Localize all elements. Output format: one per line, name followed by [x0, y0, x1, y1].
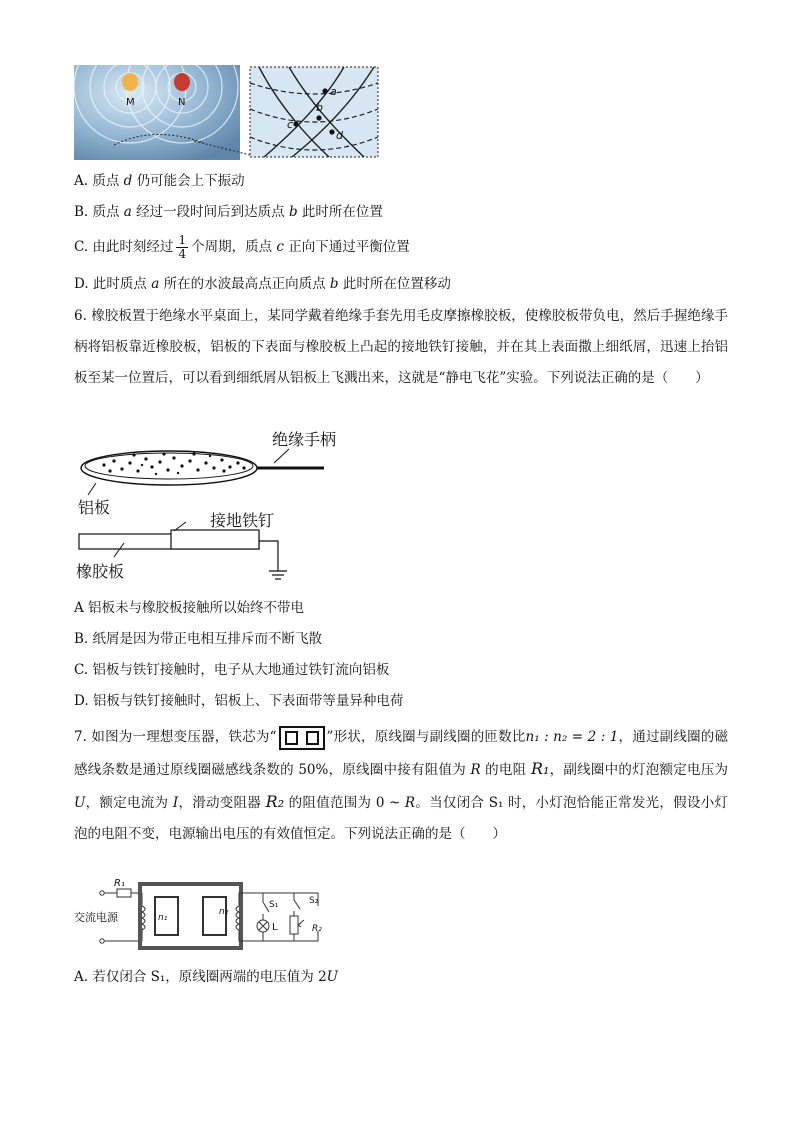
var-a: a — [123, 204, 132, 220]
q7-stem-part4: 的电阻 — [480, 762, 531, 778]
label-n2: n₂ — [219, 907, 229, 917]
var-d: d — [123, 173, 133, 189]
label-b: b — [316, 101, 323, 114]
iron-core-shape-icon — [279, 726, 325, 750]
label-insulating-handle: 绝缘手柄 — [272, 430, 337, 449]
var-r2: R₂ — [265, 792, 285, 811]
q7-stem-part1: 7. 如图为一理想变压器，铁芯为“ — [74, 729, 277, 745]
transformer-circuit-figure — [74, 876, 344, 952]
q5-option-c — [74, 234, 410, 261]
q5-option-a-text: 仍可能会上下振动 — [132, 173, 245, 189]
point-b — [316, 115, 321, 120]
var-u: U — [326, 969, 339, 985]
rheostat-r2 — [290, 916, 298, 934]
var-b: b — [288, 204, 298, 220]
q7-stem-part3: ，通过副线圈的磁感线条数是通过原线圈磁感线条数的 50%，原线圈中接有阻值为 — [74, 729, 729, 778]
label-ac-source: 交流电源 — [74, 911, 118, 924]
source-n-icon — [174, 73, 190, 91]
q5-option-b — [74, 203, 383, 221]
primary-coil — [142, 906, 145, 930]
q6-option-d: D. 铝板与铁钉接触时，铝板上、下表面带等量异种电荷 — [74, 693, 404, 709]
grounded-nail — [171, 530, 259, 549]
q7-option-a — [74, 968, 338, 986]
label-c: c — [287, 118, 294, 131]
wave-zoom-inset — [250, 67, 378, 157]
q7-stem-part5: ，副线圈中的灯泡额定电压为 — [549, 762, 728, 778]
wave-interference-figure — [74, 65, 380, 160]
label-n: N — [178, 97, 186, 108]
fraction-numerator: 1 — [178, 233, 187, 247]
label-d: d — [336, 129, 343, 142]
turns-ratio: n₁ : n₂ = 2 : 1 — [525, 729, 619, 745]
q5-option-d-mid: 所在的水波最高点正向质点 — [159, 276, 330, 292]
ground-icon — [259, 541, 287, 579]
q5-option-d-text: 此时所在位置移动 — [338, 276, 451, 292]
q7-stem-part7: ，滑动变阻器 — [178, 795, 266, 811]
fraction-denominator: 4 — [178, 247, 187, 261]
q5-option-a-prefix: A. 质点 — [74, 173, 124, 189]
aluminum-plate — [81, 451, 257, 485]
q6-stem: 6. 橡胶板置于绝缘水平桌面上，某同学戴着绝缘手套先用毛皮摩擦橡胶板，使橡胶板带负电，然后手握绝缘手柄将铝板靠近橡胶板，铝板的下表面与橡胶板上凸起的接地铁钉接触，并在其上表面撒上细纸屑，迅速上抬铝板至某一位置后，可以看到细纸屑从铝板上飞溅出来，这就是“静电飞花”实验。下列说法正确的是（ ） — [74, 308, 728, 386]
q5-option-b-mid: 经过一段时间后到达质点 — [131, 204, 289, 220]
q7-option-a-text: A. 若仅闭合 S₁，原线圈两端的电压值为 2 — [74, 969, 327, 985]
label-lamp: L — [272, 922, 278, 933]
q5-option-c-mid: 个周期，质点 — [191, 239, 277, 255]
label-aluminum-plate: 铝板 — [78, 498, 111, 517]
q5-option-b-text: 此时所在位置 — [297, 204, 383, 220]
var-r1: R₁ — [530, 759, 550, 778]
var-r: R — [470, 762, 481, 778]
q5-option-a — [74, 172, 245, 190]
q6-option-c: C. 铝板与铁钉接触时，电子从大地通过铁钉流向铝板 — [74, 662, 390, 678]
electrostatic-flower-figure — [74, 425, 354, 585]
var-a: a — [151, 276, 160, 292]
var-r: R — [404, 795, 416, 811]
label-s2: S₂ — [309, 896, 319, 906]
point-c — [293, 121, 298, 126]
q5-option-d — [74, 275, 451, 293]
q7-stem — [74, 722, 728, 850]
label-n1: n₁ — [158, 913, 168, 923]
label-a: a — [330, 85, 337, 98]
label-grounded-nail: 接地铁钉 — [210, 511, 275, 530]
secondary-coil — [236, 906, 239, 930]
q6-option-b: B. 纸屑是因为带正电相互排斥而不断飞散 — [74, 631, 323, 647]
wave-photo — [74, 65, 240, 160]
label-r2: R₂ — [312, 924, 322, 934]
q5-option-c-prefix: C. 由此时刻经过 — [74, 239, 174, 255]
var-b: b — [329, 276, 339, 292]
var-i: I — [172, 795, 179, 811]
q5-option-c-text: 正向下通过平衡位置 — [283, 239, 410, 255]
resistor-r1 — [117, 889, 131, 897]
q7-stem-part2: ”形状，原线圈与副线圈的匝数比 — [326, 729, 526, 745]
fraction-quarter — [176, 234, 188, 261]
point-d — [329, 129, 334, 134]
q7-stem-part6: ，额定电流为 — [85, 795, 173, 811]
label-r1: R₁ — [114, 878, 125, 889]
q5-option-b-prefix: B. 质点 — [74, 204, 124, 220]
label-rubber-plate: 橡胶板 — [76, 562, 125, 581]
q7-stem-part9: 。当仅闭合 S₁ 时，小灯泡恰能正常发光，假设小灯泡的电阻不变，电源输出电压的有效值恒定。下列说法正确的是（ ） — [74, 795, 728, 842]
point-a — [322, 88, 327, 93]
q6-option-a: A 铝板未与橡胶板接触所以始终不带电 — [74, 600, 305, 616]
var-u: U — [74, 795, 86, 811]
label-m: M — [126, 97, 135, 108]
q5-option-d-prefix: D. 此时质点 — [74, 276, 152, 292]
q7-stem-part8: 的阻值范围为 0 ~ — [284, 795, 405, 811]
label-s1: S₁ — [269, 900, 279, 910]
switch-s2 — [294, 900, 300, 909]
var-c: c — [276, 239, 284, 255]
source-m-icon — [122, 73, 138, 91]
